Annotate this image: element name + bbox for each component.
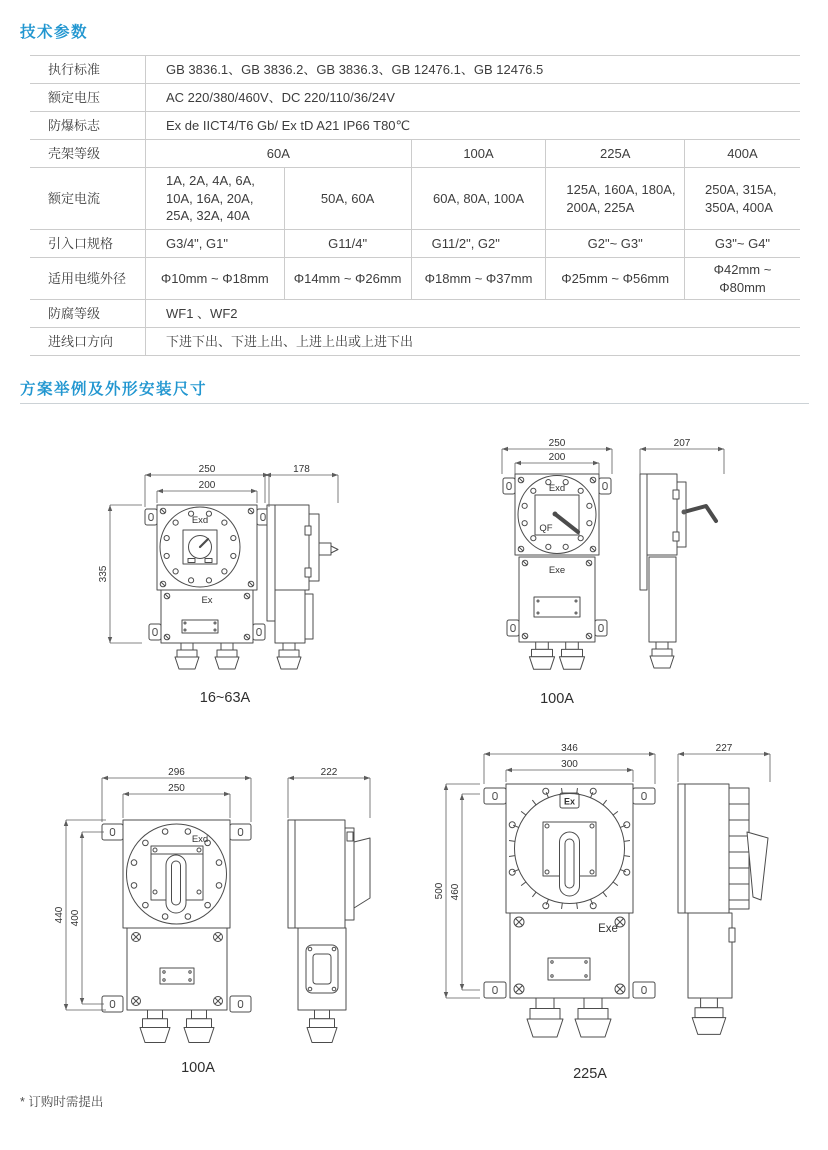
drawing-caption: 225A (573, 1066, 607, 1082)
drawing-caption: 16~63A (199, 690, 251, 706)
exe-label: Exe (548, 565, 566, 576)
order-footnote: * 订购时需提出 (20, 1095, 104, 1109)
dim-depth (288, 767, 370, 818)
dim-height (98, 505, 142, 643)
cable-gland (575, 998, 611, 1037)
side-view (678, 784, 768, 1034)
front-view (484, 784, 655, 1037)
section-title-tech-params: 技术参数 (20, 24, 89, 41)
cable-gland (184, 1010, 214, 1043)
ex-mark-label: Ex (563, 796, 576, 807)
dim-width-inner (506, 759, 633, 782)
spec-current-60a-2: 50A, 60A (284, 168, 411, 230)
dim-width-inner (157, 480, 257, 503)
spec-frame-400a: 400A (684, 140, 800, 168)
dim-height-inner (450, 794, 480, 990)
svg-text:335: 335 (98, 565, 109, 583)
drawing-225a (432, 736, 828, 1086)
spec-current-60a-1: 1A, 2A, 4A, 6A, 10A, 16A, 20A, 25A, 32A, 40A (146, 168, 285, 230)
spec-cable-60a-2: Φ14mm ~ Φ26mm (284, 258, 411, 300)
dim-width-inner (515, 452, 599, 474)
exe-label: Exe (598, 923, 618, 935)
svg-text:200: 200 (198, 480, 216, 491)
cable-gland (215, 643, 239, 669)
ex-label: Ex (201, 595, 213, 606)
exd-label: Exd (191, 515, 209, 526)
svg-text:460: 460 (450, 883, 461, 901)
drawing-16-63a (88, 448, 343, 710)
table-row (30, 84, 800, 112)
dim-depth (265, 464, 338, 503)
svg-text:222: 222 (320, 767, 338, 778)
dim-depth (640, 438, 724, 474)
cable-gland (307, 1010, 337, 1043)
svg-text:250: 250 (168, 783, 185, 794)
spec-current-225a: 125A, 160A, 180A, 200A, 225A (546, 168, 685, 230)
table-row (30, 168, 800, 230)
spec-frame-label: 壳架等级 (30, 140, 146, 168)
spec-current-100a: 60A, 80A, 100A (411, 168, 546, 230)
spec-direction-value: 下进下出、下进上出、上进上出或上进下出 (146, 328, 801, 356)
cable-gland (529, 642, 554, 669)
qf-label: QF (539, 523, 553, 534)
svg-text:300: 300 (561, 759, 578, 770)
drawing-caption: 100A (181, 1060, 215, 1076)
spec-inlet-400a: G3"~ G4" (684, 230, 800, 258)
svg-text:207: 207 (673, 438, 691, 449)
cable-gland (175, 643, 199, 669)
table-row (30, 140, 800, 168)
spec-cable-label: 适用电缆外径 (30, 258, 146, 300)
spec-exmark-value: Ex de IICT4/T6 Gb/ Ex tD A21 IP66 T80℃ (146, 112, 801, 140)
svg-text:296: 296 (168, 767, 185, 778)
cable-gland (692, 998, 726, 1034)
table-row (30, 56, 800, 84)
spec-frame-60a: 60A (146, 140, 412, 168)
svg-text:440: 440 (54, 906, 65, 924)
front-view (145, 505, 269, 669)
drawing-100a-top (478, 432, 763, 714)
operating-lever (747, 832, 768, 900)
exd-label: Exd (191, 834, 209, 845)
tech-params-table (30, 55, 800, 356)
spec-voltage-label: 额定电压 (30, 84, 146, 112)
spec-inlet-60a-1: G3/4", G1" (146, 230, 285, 258)
spec-cable-60a-1: Φ10mm ~ Φ18mm (146, 258, 285, 300)
spec-direction-label: 进线口方向 (30, 328, 146, 356)
side-view (288, 820, 370, 1043)
cable-gland (559, 642, 584, 669)
spec-exmark-label: 防爆标志 (30, 112, 146, 140)
section-divider (20, 403, 809, 404)
table-row (30, 328, 800, 356)
drawing-caption: 100A (540, 691, 574, 707)
svg-text:200: 200 (548, 452, 566, 463)
svg-text:178: 178 (293, 464, 310, 475)
table-row (30, 258, 800, 300)
spec-inlet-225a: G2"~ G3" (546, 230, 685, 258)
dim-height-inner (70, 832, 104, 1004)
svg-text:250: 250 (548, 438, 566, 449)
spec-corrosion-value: WF1 、WF2 (146, 300, 801, 328)
drawing-100a-bottom (48, 758, 380, 1080)
spec-current-label: 额定电流 (30, 168, 146, 230)
spec-frame-100a: 100A (411, 140, 546, 168)
spec-current-400a: 250A, 315A, 350A, 400A (684, 168, 800, 230)
side-view (267, 505, 338, 669)
operating-bracket (354, 838, 370, 908)
spec-cable-225a: Φ25mm ~ Φ56mm (546, 258, 685, 300)
operating-lever (684, 506, 716, 521)
spec-voltage-value: AC 220/380/460V、DC 220/110/36/24V (146, 84, 801, 112)
svg-text:250: 250 (198, 464, 216, 475)
table-row (30, 230, 800, 258)
spec-standard-value: GB 3836.1、GB 3836.2、GB 3836.3、GB 12476.1、GB 12476.5 (146, 56, 801, 84)
spec-inlet-100a: G11/2", G2" (411, 230, 546, 258)
dim-depth (678, 743, 770, 782)
side-view (640, 474, 716, 668)
front-view (102, 820, 251, 1043)
spec-frame-225a: 225A (546, 140, 685, 168)
section-title-drawings: 方案举例及外形安装尺寸 (20, 381, 208, 398)
exd-label: Exd (548, 483, 566, 494)
spec-cable-100a: Φ18mm ~ Φ37mm (411, 258, 546, 300)
svg-text:346: 346 (561, 743, 578, 754)
spec-corrosion-label: 防腐等级 (30, 300, 146, 328)
dim-width-outer (102, 767, 251, 822)
spec-inlet-label: 引入口规格 (30, 230, 146, 258)
table-row (30, 300, 800, 328)
front-view (503, 474, 611, 669)
svg-text:400: 400 (70, 909, 81, 927)
table-row (30, 112, 800, 140)
spec-cable-400a: Φ42mm ~ Φ80mm (684, 258, 800, 300)
cable-gland (277, 643, 301, 669)
spec-standard-label: 执行标准 (30, 56, 146, 84)
svg-text:500: 500 (434, 882, 445, 900)
cable-gland (527, 998, 563, 1037)
dim-width-inner (123, 783, 230, 818)
svg-text:227: 227 (715, 743, 733, 754)
spec-inlet-60a-2: G11/4" (284, 230, 411, 258)
cable-gland (650, 642, 674, 668)
cable-gland (140, 1010, 170, 1043)
